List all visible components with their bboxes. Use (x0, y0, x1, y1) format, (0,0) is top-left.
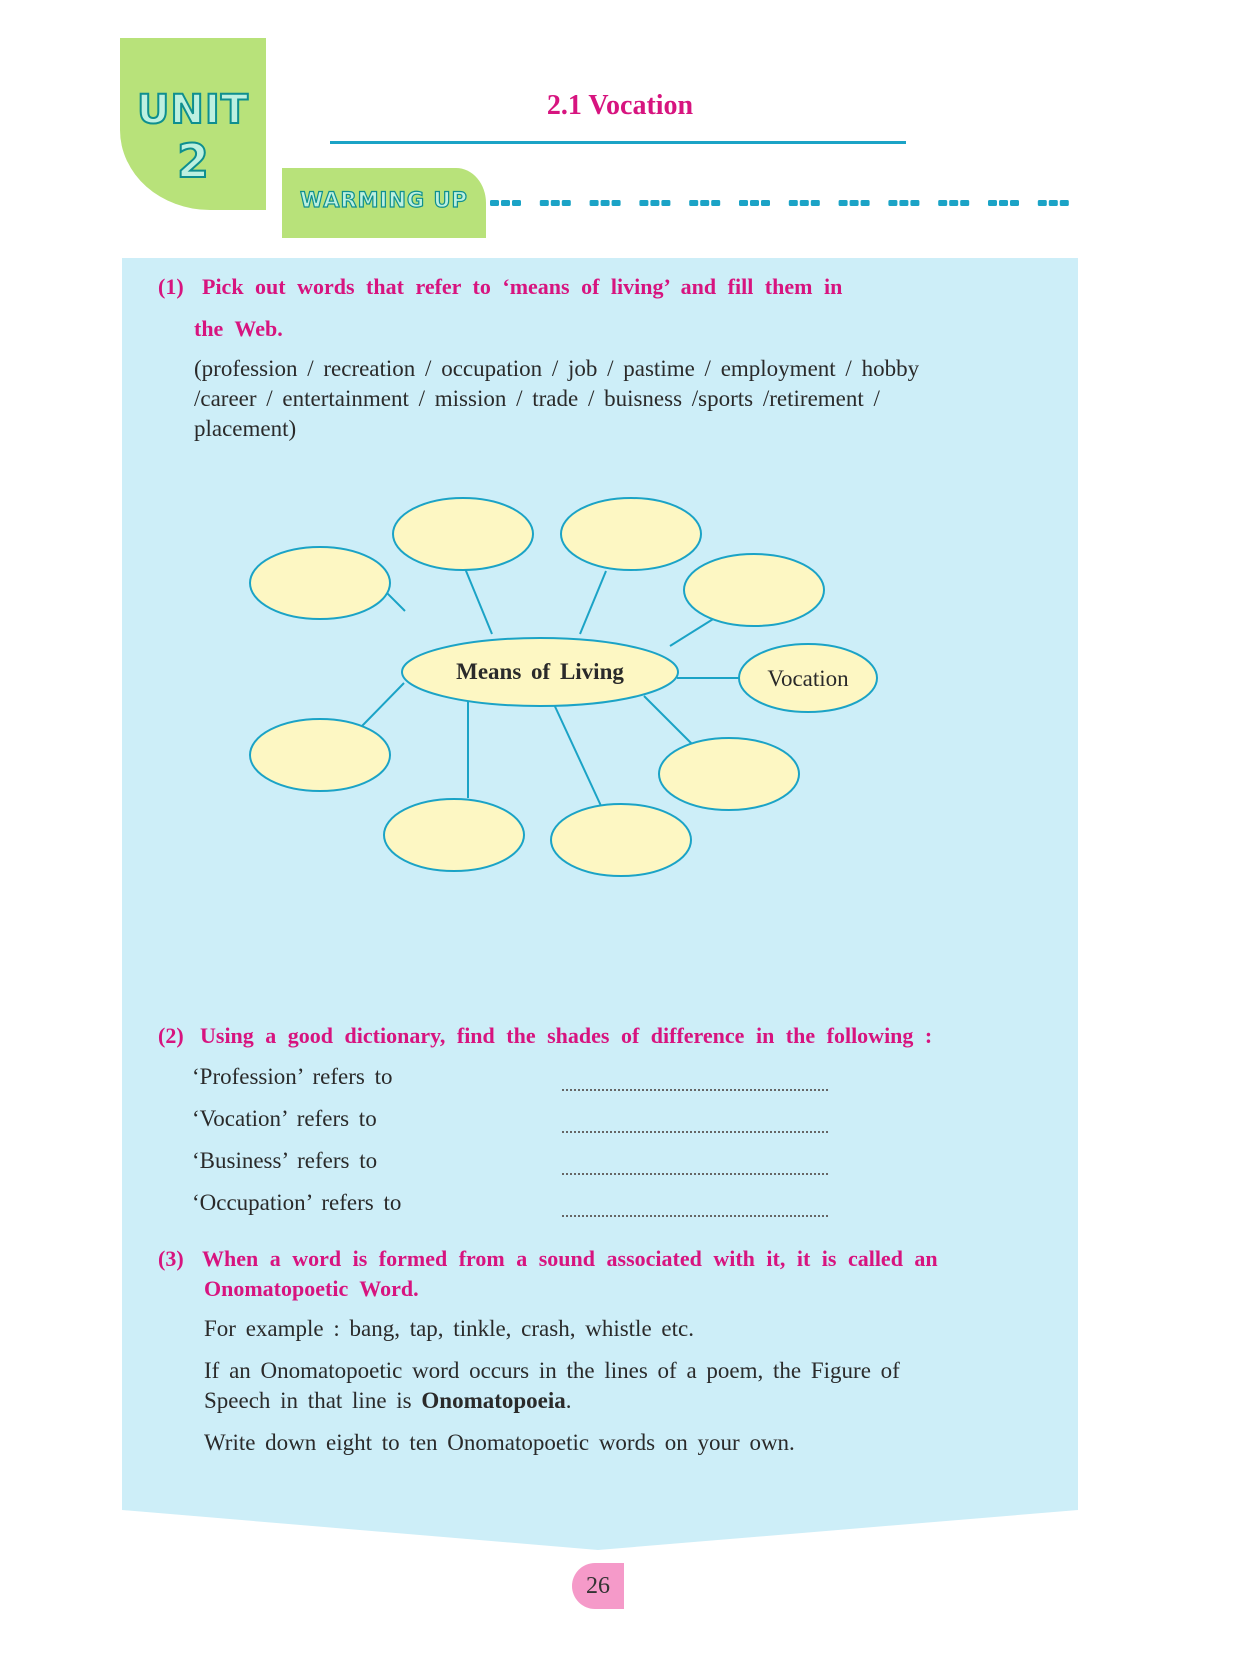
unit-number: 2 (176, 134, 209, 188)
q1-word-list-line1: (profession / recreation / occupation / job / pastime / employment / hobby (194, 356, 920, 381)
unit-tab (120, 38, 266, 210)
web-bubble-blank (684, 554, 824, 626)
dash-segment (601, 200, 610, 206)
activity-panel (122, 258, 1078, 1552)
dash-decoration (490, 198, 1076, 208)
web-bubble-blank (551, 804, 691, 876)
dash-segment (501, 200, 510, 206)
dash-segment (839, 200, 848, 206)
dash-segment (750, 200, 759, 206)
dash-segment (551, 200, 560, 206)
dash-segment (1060, 200, 1069, 206)
dash-segment (910, 200, 919, 206)
q2-number: (2) (158, 1023, 184, 1048)
warming-up-tab (282, 168, 486, 238)
q3-paragraph-prefix: Speech in that line is (204, 1388, 422, 1413)
dash-segment (899, 200, 908, 206)
dash-segment (960, 200, 969, 206)
q1-number: (1) (158, 274, 184, 299)
dash-segment (562, 200, 571, 206)
dash-segment (612, 200, 621, 206)
q1-prompt-line1: Pick out words that refer to ‘means of living’ and fill them in (202, 274, 843, 299)
q3-example: For example : bang, tap, tinkle, crash, whistle etc. (204, 1316, 694, 1341)
answer-blank (562, 1173, 828, 1175)
q2-item-business: ‘Business’ refers to (192, 1148, 378, 1173)
web-bubble-blank (250, 547, 390, 619)
answer-blank (562, 1131, 828, 1133)
q2-item-profession: ‘Profession’ refers to (192, 1064, 393, 1089)
dash-segment (540, 200, 549, 206)
dash-segment (811, 200, 820, 206)
dash-segment (800, 200, 809, 206)
web-bubble-blank (561, 498, 701, 570)
dash-segment (1010, 200, 1019, 206)
web-bubble-blank (384, 799, 524, 871)
q1-word-list-line2: /career / entertainment / mission / trade / buisness /sports /retirement / (194, 386, 880, 411)
dash-segment (888, 200, 897, 206)
answer-blank (562, 1089, 828, 1091)
q3-task: Write down eight to ten Onomatopoetic words on your own. (204, 1430, 795, 1455)
q3-number: (3) (158, 1246, 184, 1271)
dash-segment (999, 200, 1008, 206)
title-underline (330, 141, 906, 144)
q3-paragraph-suffix: . (565, 1388, 572, 1413)
onomatopoeia-term: Onomatopoeia (421, 1388, 566, 1413)
dash-segment (689, 200, 698, 206)
web-bubble-blank (250, 719, 390, 791)
dash-segment (1038, 200, 1047, 206)
unit-label: UNIT (136, 87, 250, 133)
dash-segment (639, 200, 648, 206)
q3-prompt-line2: Onomatopoetic Word. (204, 1276, 419, 1301)
q1-prompt-line2: the Web. (194, 316, 283, 341)
dash-segment (938, 200, 947, 206)
q3-paragraph-line2 (204, 1388, 572, 1414)
q1-word-list-line3: placement) (194, 416, 297, 441)
page-number: 26 (572, 1563, 624, 1609)
q2-item-occupation: ‘Occupation’ refers to (192, 1190, 402, 1215)
dash-segment (650, 200, 659, 206)
q2-prompt: Using a good dictionary, find the shades of difference in the following : (200, 1023, 933, 1048)
dash-segment (490, 200, 499, 206)
dash-segment (711, 200, 720, 206)
word-web-diagram (122, 258, 1078, 958)
dash-segment (949, 200, 958, 206)
web-center-label: Means of Living (456, 659, 624, 684)
q3-prompt-line1: When a word is formed from a sound associated with it, it is called an (202, 1246, 938, 1271)
dash-segment (850, 200, 859, 206)
dash-segment (761, 200, 770, 206)
page-title: 2.1 Vocation (546, 90, 694, 121)
q2-item-vocation: ‘Vocation’ refers to (192, 1106, 377, 1131)
dash-segment (988, 200, 997, 206)
dash-segment (590, 200, 599, 206)
dash-segment (700, 200, 709, 206)
dash-segment (739, 200, 748, 206)
web-bubble-blank (393, 498, 533, 570)
warming-up-label: WARMING UP (300, 188, 468, 212)
dash-segment (789, 200, 798, 206)
web-example-label: Vocation (767, 666, 849, 691)
dash-segment (512, 200, 521, 206)
dash-segment (861, 200, 870, 206)
web-bubble-blank (659, 738, 799, 810)
answer-blank (562, 1215, 828, 1217)
dash-segment (1049, 200, 1058, 206)
q3-paragraph-line1: If an Onomatopoetic word occurs in the lines of a poem, the Figure of (204, 1358, 900, 1383)
dash-segment (661, 200, 670, 206)
